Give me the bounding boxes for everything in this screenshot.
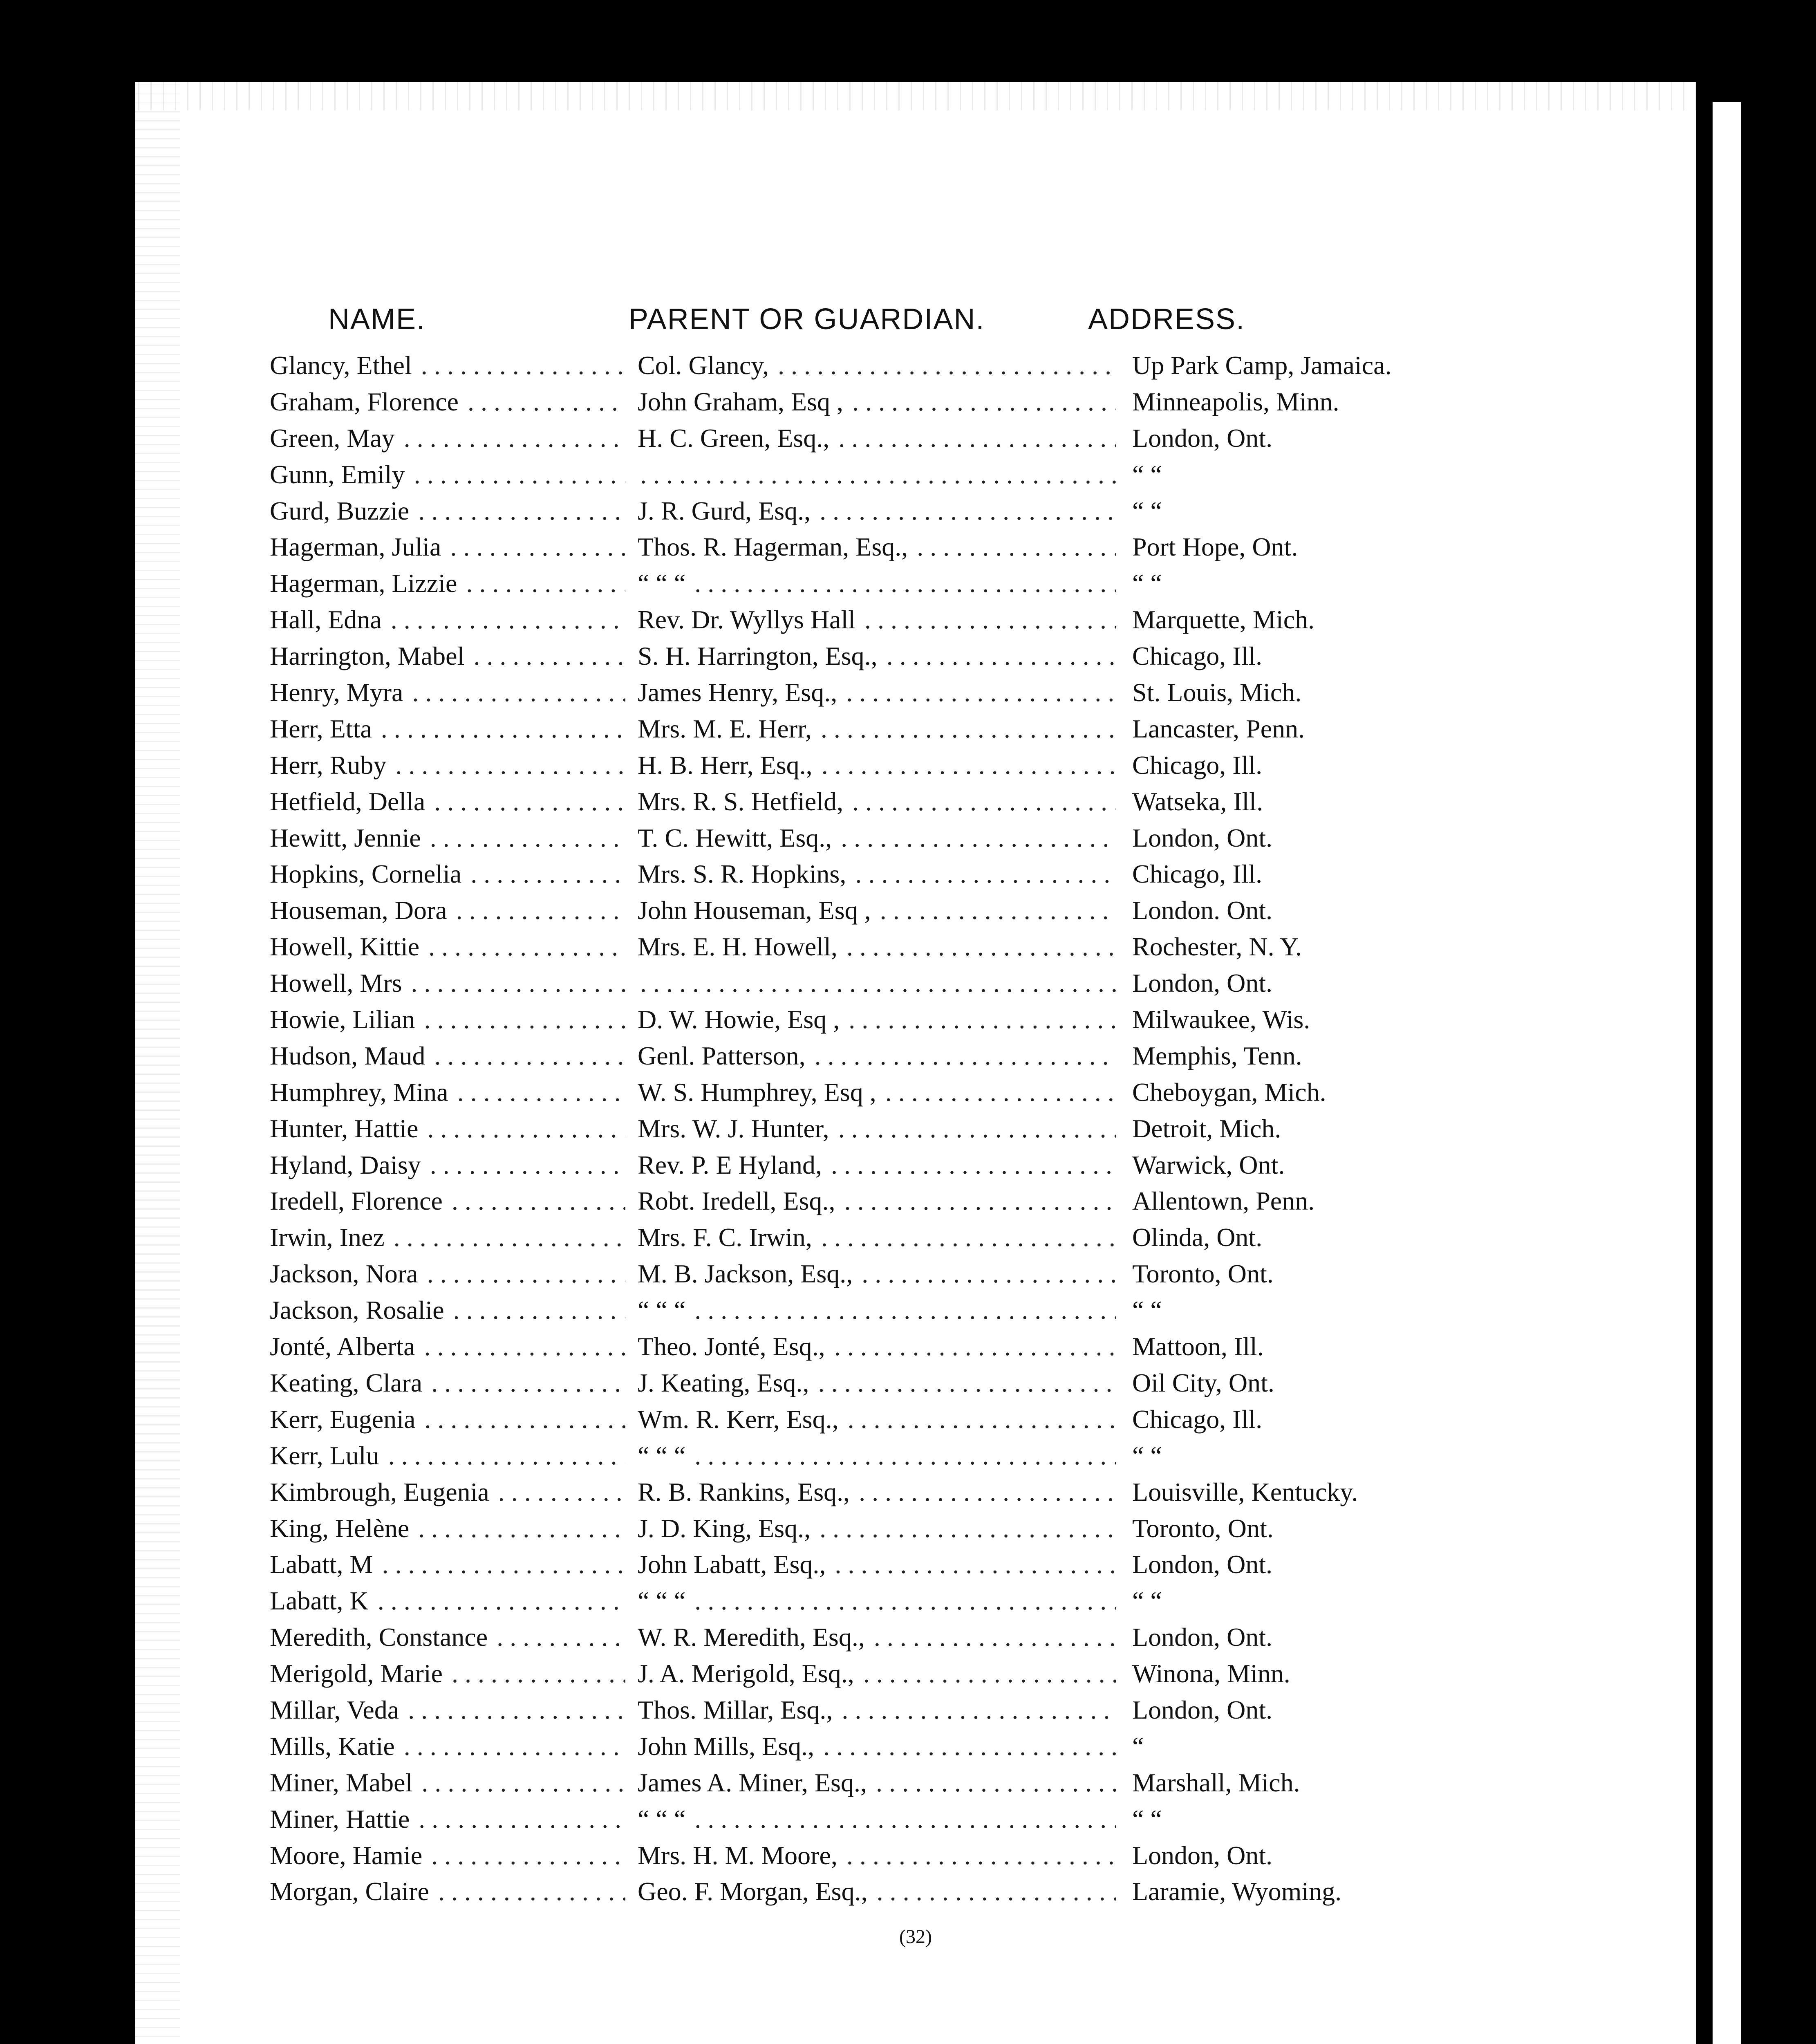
student-name-text: Hyland, Daisy <box>270 1150 423 1179</box>
parent-guardian-text: J. Keating, Esq., <box>638 1368 812 1397</box>
list-item <box>135 1002 1696 1038</box>
parent-guardian <box>638 1256 1116 1292</box>
address: Detroit, Mich. <box>1132 1114 1281 1143</box>
address: London, Ont. <box>1132 823 1273 852</box>
parent-guardian <box>638 1838 1116 1874</box>
student-name-text: Kimbrough, Eugenia <box>270 1477 492 1506</box>
student-name <box>270 1692 625 1728</box>
address: Lancaster, Penn. <box>1132 714 1305 743</box>
parent-guardian-text: H. C. Green, Esq., <box>638 424 832 453</box>
parent-guardian-text: Mrs. R. S. Hetfield, <box>638 787 846 816</box>
page-edge-speckle-top <box>135 82 1696 110</box>
parent-guardian <box>638 493 1116 529</box>
student-name <box>270 892 625 929</box>
parent-guardian <box>638 1401 1116 1438</box>
list-item <box>135 1728 1696 1765</box>
student-name <box>270 675 625 711</box>
list-item <box>135 856 1696 892</box>
list-item <box>135 1365 1696 1401</box>
student-name <box>270 1583 625 1619</box>
student-name <box>270 1038 625 1074</box>
address: Chicago, Ill. <box>1132 859 1263 889</box>
student-name-text: Keating, Clara <box>270 1368 425 1397</box>
parent-guardian-text: Rev. P. E Hyland, <box>638 1150 824 1179</box>
address: “ “ <box>1132 1586 1162 1616</box>
parent-guardian-text: M. B. Jackson, Esq., <box>638 1259 855 1288</box>
student-name-text: Henry, Myra <box>270 678 405 707</box>
parent-guardian <box>638 747 1116 784</box>
parent-guardian-text: Rev. Dr. Wyllys Hall <box>638 605 858 634</box>
parent-guardian <box>638 929 1116 965</box>
parent-guardian-text: Geo. F. Morgan, Esq., <box>638 1877 870 1906</box>
student-name <box>270 1002 625 1038</box>
student-name <box>270 347 625 384</box>
list-item <box>135 493 1696 529</box>
header-address: ADDRESS. <box>1088 303 1245 336</box>
student-name <box>270 1438 625 1474</box>
student-name <box>270 1474 625 1511</box>
student-name-text: Miner, Hattie <box>270 1804 412 1833</box>
list-item <box>135 1838 1696 1874</box>
student-name <box>270 1219 625 1256</box>
address: Marshall, Mich. <box>1132 1768 1300 1797</box>
address: “ <box>1132 1731 1144 1761</box>
parent-guardian <box>638 347 1116 384</box>
list-item <box>135 929 1696 965</box>
parent-guardian-text: Col. Glancy, <box>638 351 771 380</box>
parent-guardian-text: “ “ “ <box>638 1295 688 1325</box>
address: Chicago, Ill. <box>1132 1404 1263 1434</box>
parent-guardian-text: J. D. King, Esq., <box>638 1514 813 1543</box>
list-item <box>135 1292 1696 1329</box>
list-item <box>135 675 1696 711</box>
student-name-text: Iredell, Florence <box>270 1186 445 1215</box>
adjacent-page-edge <box>1713 102 1741 2044</box>
student-name-text: Howell, Mrs <box>270 968 405 997</box>
parent-guardian <box>638 602 1116 638</box>
parent-guardian <box>638 784 1116 820</box>
parent-guardian-text: Genl. Patterson, <box>638 1041 808 1070</box>
header-name: NAME. <box>328 303 426 336</box>
student-name <box>270 1401 625 1438</box>
list-item <box>135 420 1696 457</box>
student-name-text: Jonté, Alberta <box>270 1332 417 1361</box>
parent-guardian-text: Thos. Millar, Esq., <box>638 1695 835 1724</box>
list-item <box>135 1583 1696 1619</box>
parent-guardian <box>638 565 1116 602</box>
parent-guardian <box>638 457 1116 493</box>
list-item <box>135 784 1696 820</box>
parent-guardian <box>638 529 1116 565</box>
list-item <box>135 1801 1696 1838</box>
parent-guardian <box>638 1292 1116 1329</box>
parent-guardian <box>638 1038 1116 1074</box>
student-name-text: Gurd, Buzzie <box>270 496 412 525</box>
student-name <box>270 420 625 457</box>
student-name <box>270 929 625 965</box>
student-name <box>270 1838 625 1874</box>
student-name-text: Kerr, Eugenia <box>270 1405 418 1434</box>
list-item <box>135 1147 1696 1183</box>
student-name-text: Labatt, M <box>270 1550 375 1579</box>
student-name <box>270 1183 625 1219</box>
parent-guardian <box>638 1438 1116 1474</box>
student-name <box>270 1765 625 1801</box>
address: Warwick, Ont. <box>1132 1150 1285 1179</box>
list-item <box>135 602 1696 638</box>
student-name <box>270 1511 625 1547</box>
student-name-text: Hudson, Maud <box>270 1041 428 1070</box>
parent-guardian <box>638 1801 1116 1838</box>
list-item <box>135 1656 1696 1692</box>
student-name <box>270 1256 625 1292</box>
address: London. Ont. <box>1132 896 1273 925</box>
parent-guardian-text: Mrs. W. J. Hunter, <box>638 1114 832 1143</box>
address: Milwaukee, Wis. <box>1132 1005 1310 1034</box>
list-item <box>135 638 1696 675</box>
list-item <box>135 1438 1696 1474</box>
parent-guardian <box>638 420 1116 457</box>
parent-guardian-text: John Houseman, Esq , <box>638 896 873 925</box>
parent-guardian-text: T. C. Hewitt, Esq., <box>638 823 834 852</box>
parent-guardian-text <box>638 968 640 997</box>
list-item <box>135 384 1696 420</box>
list-item <box>135 1619 1696 1656</box>
student-name <box>270 784 625 820</box>
list-item <box>135 1874 1696 1910</box>
list-item <box>135 1183 1696 1219</box>
parent-guardian <box>638 965 1116 1002</box>
parent-guardian-text: Robt. Iredell, Esq., <box>638 1186 837 1215</box>
student-name-text: Gunn, Emily <box>270 460 408 489</box>
list-item <box>135 1329 1696 1365</box>
address: Louisville, Kentucky. <box>1132 1477 1358 1506</box>
student-name-text: Jackson, Rosalie <box>270 1295 447 1325</box>
parent-guardian-text: J. R. Gurd, Esq., <box>638 496 813 525</box>
parent-guardian <box>638 1546 1116 1583</box>
parent-guardian-text: Mrs. H. M. Moore, <box>638 1841 840 1870</box>
list-item <box>135 529 1696 565</box>
student-name-text: Meredith, Constance <box>270 1623 490 1652</box>
student-name-text: Humphrey, Mina <box>270 1078 451 1107</box>
parent-guardian-text: Mrs. F. C. Irwin, <box>638 1223 815 1252</box>
address: Allentown, Penn. <box>1132 1186 1315 1216</box>
page-number: (32) <box>899 1926 932 1948</box>
student-name <box>270 1365 625 1401</box>
student-name <box>270 1147 625 1183</box>
parent-guardian-text: John Graham, Esq , <box>638 387 846 416</box>
student-name-text: Herr, Ruby <box>270 751 389 780</box>
parent-guardian-text: “ “ “ <box>638 1586 688 1615</box>
parent-guardian-text: Mrs. M. E. Herr, <box>638 714 814 743</box>
list-item <box>135 1511 1696 1547</box>
address: Minneapolis, Minn. <box>1132 387 1339 416</box>
parent-guardian <box>638 638 1116 675</box>
list-item <box>135 747 1696 784</box>
address: Toronto, Ont. <box>1132 1259 1274 1289</box>
parent-guardian-text: “ “ “ <box>638 1441 688 1470</box>
address: Olinda, Ont. <box>1132 1223 1263 1252</box>
student-name <box>270 820 625 856</box>
address: Port Hope, Ont. <box>1132 532 1298 562</box>
parent-guardian-text: H. B. Herr, Esq., <box>638 751 815 780</box>
student-name-text: Hewitt, Jennie <box>270 823 423 852</box>
student-name <box>270 1728 625 1765</box>
parent-guardian <box>638 1183 1116 1219</box>
student-list <box>135 347 1696 1910</box>
list-item <box>135 1692 1696 1728</box>
parent-guardian-text: John Mills, Esq., <box>638 1732 817 1761</box>
student-name-text: Graham, Florence <box>270 387 461 416</box>
parent-guardian <box>638 1619 1116 1656</box>
student-name <box>270 1874 625 1910</box>
parent-guardian-text: S. H. Harrington, Esq., <box>638 641 880 670</box>
student-name-text: Hopkins, Cornelia <box>270 859 464 888</box>
address: Mattoon, Ill. <box>1132 1332 1264 1361</box>
student-name <box>270 1111 625 1147</box>
parent-guardian <box>638 1583 1116 1619</box>
student-name-text: Hetfield, Della <box>270 787 428 816</box>
student-name-text: Hagerman, Julia <box>270 532 443 561</box>
parent-guardian-text: Theo. Jonté, Esq., <box>638 1332 828 1361</box>
list-item <box>135 1256 1696 1292</box>
parent-guardian <box>638 1874 1116 1910</box>
student-name <box>270 1546 625 1583</box>
address: London, Ont. <box>1132 1623 1273 1652</box>
address: Marquette, Mich. <box>1132 605 1315 634</box>
address: Oil City, Ont. <box>1132 1368 1274 1397</box>
student-name-text: Herr, Etta <box>270 714 374 743</box>
student-name-text: Houseman, Dora <box>270 896 450 925</box>
list-item <box>135 457 1696 493</box>
student-name <box>270 493 625 529</box>
address: “ “ <box>1132 1804 1162 1833</box>
list-item <box>135 1111 1696 1147</box>
list-item <box>135 1765 1696 1801</box>
list-item <box>135 1074 1696 1111</box>
address: London, Ont. <box>1132 423 1273 453</box>
student-name-text: Irwin, Inez <box>270 1223 387 1252</box>
address: Cheboygan, Mich. <box>1132 1077 1326 1107</box>
parent-guardian-text: James Henry, Esq., <box>638 678 840 707</box>
student-name-text: Morgan, Claire <box>270 1877 432 1906</box>
student-name-text: Hagerman, Lizzie <box>270 569 459 598</box>
parent-guardian <box>638 892 1116 929</box>
student-name-text: Miner, Mabel <box>270 1768 415 1797</box>
parent-guardian-text <box>638 460 640 489</box>
parent-guardian <box>638 856 1116 892</box>
address: “ “ <box>1132 1441 1162 1470</box>
parent-guardian-text: John Labatt, Esq., <box>638 1550 828 1579</box>
student-name-text: King, Helène <box>270 1514 412 1543</box>
parent-guardian <box>638 1219 1116 1256</box>
student-name-text: Mills, Katie <box>270 1732 397 1761</box>
list-item <box>135 892 1696 929</box>
header-parent: PARENT OR GUARDIAN. <box>629 303 985 336</box>
parent-guardian <box>638 1147 1116 1183</box>
parent-guardian <box>638 675 1116 711</box>
parent-guardian-text: “ “ “ <box>638 569 688 598</box>
parent-guardian-text: D. W. Howie, Esq , <box>638 1005 842 1034</box>
address: Winona, Minn. <box>1132 1659 1290 1688</box>
address: Chicago, Ill. <box>1132 750 1263 780</box>
list-item <box>135 1474 1696 1511</box>
student-name <box>270 1619 625 1656</box>
student-name <box>270 384 625 420</box>
parent-guardian-text: J. A. Merigold, Esq., <box>638 1659 857 1688</box>
student-name <box>270 1656 625 1692</box>
address: Toronto, Ont. <box>1132 1513 1274 1543</box>
parent-guardian-text: James A. Miner, Esq., <box>638 1768 869 1797</box>
parent-guardian <box>638 1365 1116 1401</box>
address: “ “ <box>1132 569 1162 598</box>
parent-guardian <box>638 1074 1116 1111</box>
parent-guardian <box>638 711 1116 747</box>
address: London, Ont. <box>1132 1550 1273 1579</box>
address: Memphis, Tenn. <box>1132 1041 1302 1070</box>
student-name <box>270 638 625 675</box>
student-name <box>270 965 625 1002</box>
address: Watseka, Ill. <box>1132 787 1263 816</box>
student-name-text: Merigold, Marie <box>270 1659 445 1688</box>
parent-guardian-text: “ “ “ <box>638 1804 688 1833</box>
parent-guardian-text: W. S. Humphrey, Esq , <box>638 1078 879 1107</box>
list-item <box>135 347 1696 384</box>
list-item <box>135 1219 1696 1256</box>
parent-guardian <box>638 1329 1116 1365</box>
parent-guardian <box>638 1728 1116 1765</box>
list-item <box>135 965 1696 1002</box>
list-item <box>135 711 1696 747</box>
list-item <box>135 565 1696 602</box>
student-name <box>270 1074 625 1111</box>
parent-guardian <box>638 820 1116 856</box>
address: Laramie, Wyoming. <box>1132 1877 1342 1906</box>
address: London, Ont. <box>1132 1840 1273 1870</box>
address: “ “ <box>1132 1295 1162 1325</box>
address: London, Ont. <box>1132 1695 1273 1724</box>
student-name-text: Glancy, Ethel <box>270 351 414 380</box>
parent-guardian <box>638 1511 1116 1547</box>
student-name <box>270 711 625 747</box>
parent-guardian <box>638 1474 1116 1511</box>
student-name <box>270 602 625 638</box>
student-name-text: Hall, Edna <box>270 605 384 634</box>
student-name-text: Kerr, Lulu <box>270 1441 382 1470</box>
student-name-text: Labatt, K <box>270 1586 371 1615</box>
student-name <box>270 1801 625 1838</box>
address: London, Ont. <box>1132 968 1273 998</box>
parent-guardian-text: Thos. R. Hagerman, Esq., <box>638 532 910 561</box>
student-name-text: Howie, Lilian <box>270 1005 417 1034</box>
student-name <box>270 747 625 784</box>
student-name-text: Moore, Hamie <box>270 1841 425 1870</box>
parent-guardian <box>638 1002 1116 1038</box>
parent-guardian <box>638 384 1116 420</box>
parent-guardian-text: Wm. R. Kerr, Esq., <box>638 1405 841 1434</box>
parent-guardian <box>638 1111 1116 1147</box>
student-name-text: Millar, Veda <box>270 1695 401 1724</box>
address: Chicago, Ill. <box>1132 641 1263 671</box>
column-headers <box>135 303 1696 343</box>
parent-guardian <box>638 1656 1116 1692</box>
parent-guardian-text: R. B. Rankins, Esq., <box>638 1477 852 1506</box>
address: St. Louis, Mich. <box>1132 678 1302 707</box>
list-item <box>135 1546 1696 1583</box>
address: Up Park Camp, Jamaica. <box>1132 351 1392 380</box>
student-name-text: Harrington, Mabel <box>270 641 467 670</box>
list-item <box>135 1401 1696 1438</box>
student-name-text: Green, May <box>270 424 397 453</box>
address: “ “ <box>1132 459 1162 489</box>
address: “ “ <box>1132 496 1162 525</box>
list-item <box>135 820 1696 856</box>
student-name <box>270 457 625 493</box>
student-name-text: Howell, Kittie <box>270 932 422 961</box>
student-name <box>270 1329 625 1365</box>
student-name <box>270 565 625 602</box>
parent-guardian-text: W. R. Meredith, Esq., <box>638 1623 867 1652</box>
student-name <box>270 529 625 565</box>
parent-guardian <box>638 1765 1116 1801</box>
student-name <box>270 1292 625 1329</box>
student-name-text: Hunter, Hattie <box>270 1114 421 1143</box>
document-page <box>135 82 1696 2044</box>
parent-guardian <box>638 1692 1116 1728</box>
list-item <box>135 1038 1696 1074</box>
student-name-text: Jackson, Nora <box>270 1259 421 1288</box>
parent-guardian-text: Mrs. E. H. Howell, <box>638 932 840 961</box>
address: Rochester, N. Y. <box>1132 932 1302 961</box>
parent-guardian-text: Mrs. S. R. Hopkins, <box>638 859 849 888</box>
student-name <box>270 856 625 892</box>
